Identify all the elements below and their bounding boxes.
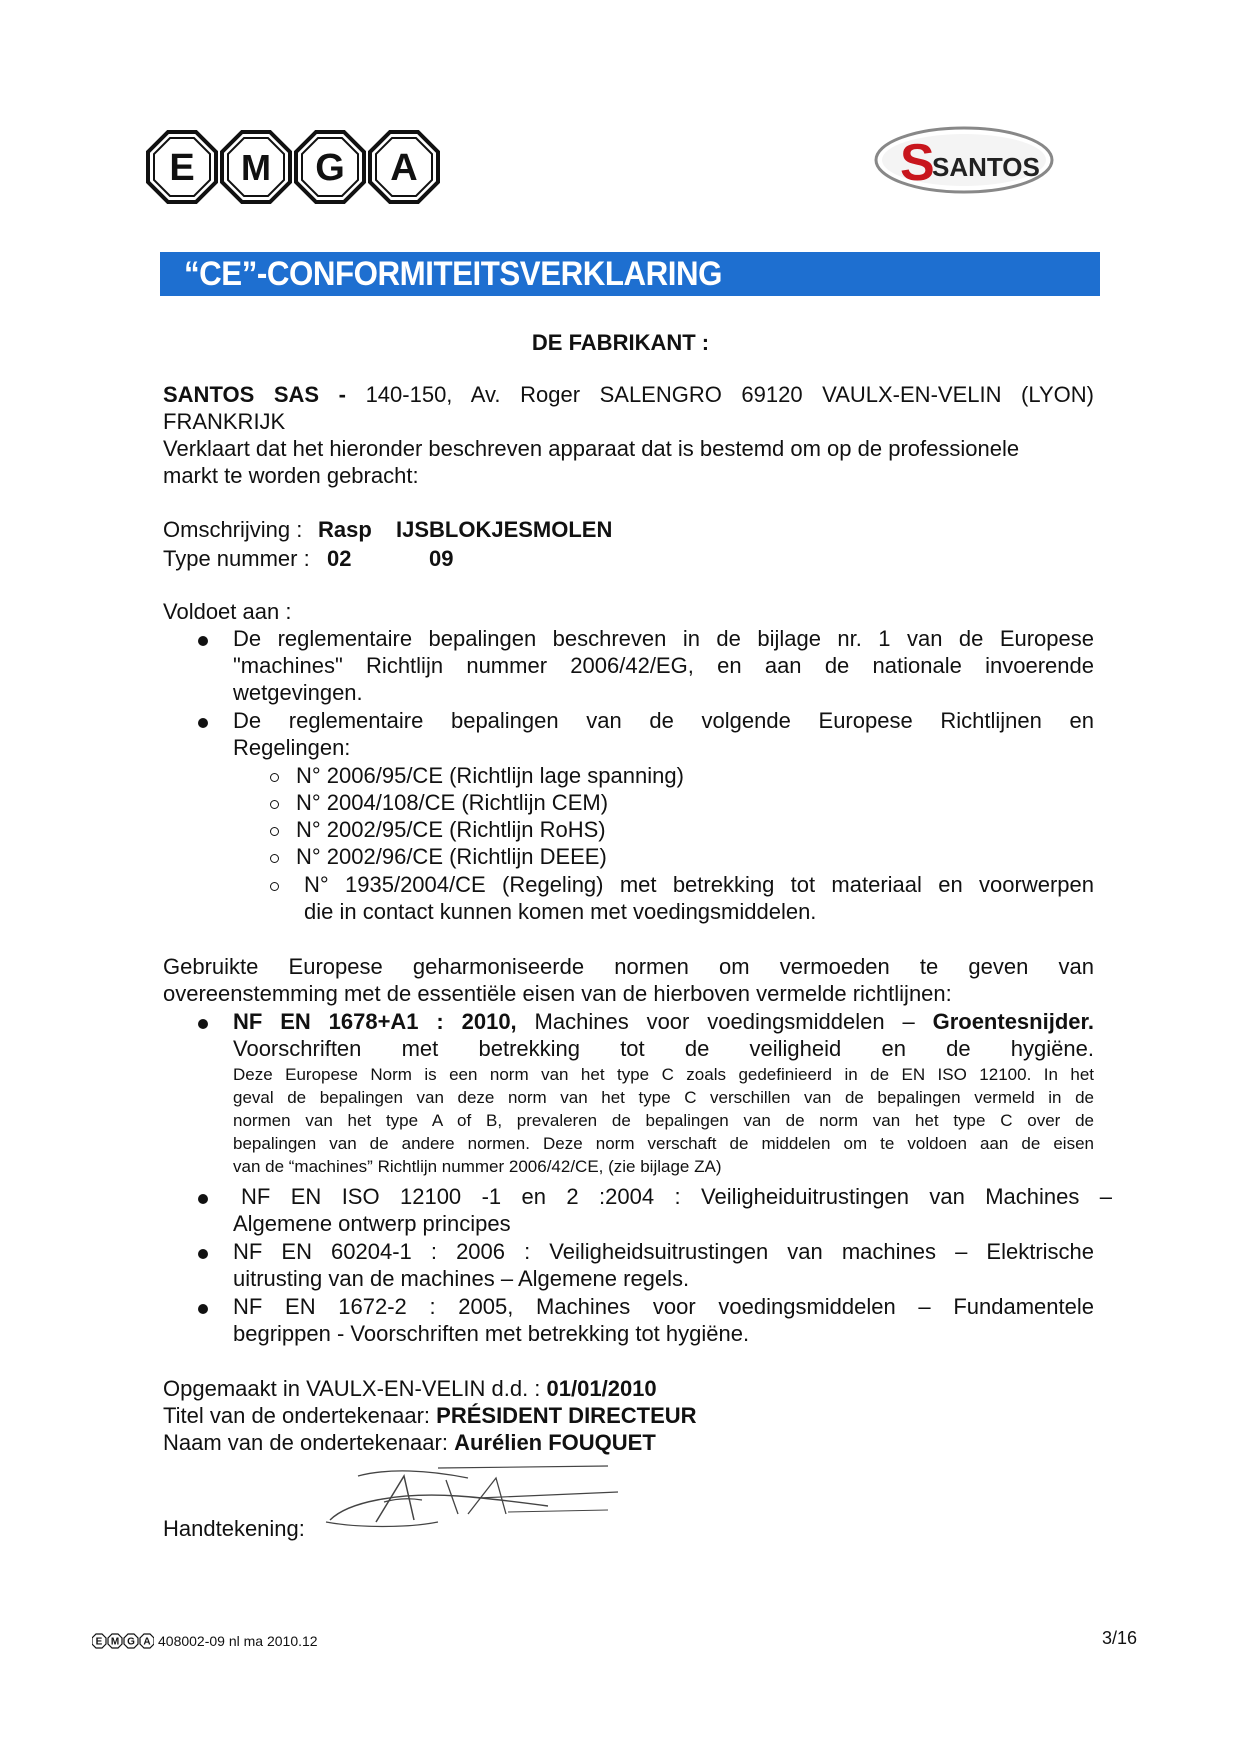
compliance-bullet2-line2: Regelingen: — [233, 735, 351, 760]
signed-date: 01/01/2010 — [546, 1376, 657, 1401]
standard-3-line2: uitrusting van de machines – Algemene regels. — [233, 1266, 690, 1291]
description-value-2: IJSBLOKJESMOLEN — [396, 517, 613, 542]
signer-name: Aurélien FOUQUET — [454, 1430, 656, 1455]
company-address: 140-150, Av. Roger SALENGRO 69120 VAULX-EN-VELIN (LYON) — [365, 382, 1094, 407]
signer-name-line — [163, 1429, 656, 1456]
bullet-icon — [198, 1194, 208, 1204]
svg-text:A: A — [390, 147, 418, 189]
type-value-2: 09 — [429, 546, 454, 571]
manufacturer-address-line — [163, 381, 1094, 408]
sub-bullet-icon — [270, 827, 279, 836]
standards-intro-line2: overeenstemming met de essentiële eisen van de hierboven vermelde richtlijnen: — [163, 981, 952, 1006]
sub-bullet-icon — [270, 773, 279, 782]
declaration-line-1: Verklaart dat het hieronder beschreven apparaat dat is bestemd om op de professionele — [163, 436, 1020, 461]
standard-2-line2: Algemene ontwerp principes — [233, 1211, 511, 1236]
compliance-intro: Voldoet aan : — [163, 599, 292, 624]
signer-title-line — [163, 1402, 697, 1429]
santos-logo — [870, 118, 1056, 202]
description-value-1: Rasp — [318, 517, 372, 542]
sub-bullet-icon — [270, 800, 279, 809]
standard-1-note-line: bepalingen van de andere normen. Deze norm verschaft de middelen om te voldoen aan de eisen — [233, 1134, 1094, 1153]
signer-title-label: Titel van de ondertekenaar: — [163, 1403, 431, 1428]
standard-1-subject: Groentesnijder. — [932, 1009, 1094, 1034]
bullet-icon — [198, 1019, 208, 1029]
emga-octagon-g — [296, 132, 364, 202]
type-value-1: 02 — [327, 546, 352, 571]
compliance-bullet1-line2: "machines" Richtlijn nummer 2006/42/EG, en aan de nationale invoerende — [233, 653, 1094, 678]
company-name: SANTOS SAS - — [163, 382, 346, 407]
svg-text:SANTOS: SANTOS — [932, 152, 1040, 182]
signer-name-label: Naam van de ondertekenaar: — [163, 1430, 448, 1455]
standard-1-note-line: van de “machines” Richtlijn nummer 2006/42/CE, (zie bijlage ZA) — [233, 1157, 722, 1176]
standard-1-note-line: normen van het type A of B, prevaleren de bepalingen van de norm van het type C over de — [233, 1111, 1094, 1130]
directive-item: N° 2006/95/CE (Richtlijn lage spanning) — [296, 763, 684, 788]
signature-label: Handtekening: — [163, 1516, 305, 1541]
svg-text:M: M — [110, 1636, 120, 1648]
type-label: Type nummer : — [163, 546, 310, 571]
standard-1-title: Machines voor voedingsmiddelen – — [534, 1009, 915, 1034]
standard-3-line1: NF EN 60204-1 : 2006 : Veiligheidsuitrustingen van machines – Elektrische — [233, 1239, 1094, 1264]
footer-emga-logo — [92, 1633, 154, 1649]
document-title: “CE”-CONFORMITEITSVERKLARING — [184, 255, 722, 293]
bullet-icon — [198, 636, 208, 646]
directive-item: N° 2004/108/CE (Richtlijn CEM) — [296, 790, 609, 815]
emga-logo — [146, 130, 440, 204]
sub-bullet-icon — [270, 854, 279, 863]
standard-2-line1: NF EN ISO 12100 -1 en 2 :2004 : Veiligheiduitrustingen van Machines – — [241, 1184, 1112, 1209]
manufacturer-heading: DE FABRIKANT : — [531, 330, 710, 355]
svg-text:E: E — [169, 147, 195, 189]
standard-1-note-line: geval de bepalingen van deze norm van het type C verschillen van de bepalingen vermeld in de — [233, 1088, 1094, 1107]
compliance-bullet2-line1: De reglementaire bepalingen van de volgende Europese Richtlijnen en — [233, 708, 1094, 733]
standard-1-line1 — [233, 1008, 1094, 1035]
compliance-bullet1-line3: wetgevingen. — [233, 680, 363, 705]
standard-1-note-line: Deze Europese Norm is een norm van het type C zoals gedefinieerd in de EN ISO 12100. In het — [233, 1065, 1094, 1084]
svg-text:S: S — [900, 134, 935, 192]
page-number: 3/16 — [1102, 1628, 1138, 1648]
signature-image — [318, 1462, 618, 1536]
footer-doc-ref: 408002-09 nl ma 2010.12 — [158, 1633, 318, 1649]
bullet-icon — [198, 1249, 208, 1259]
standards-intro-line1: Gebruikte Europese geharmoniseerde normen om vermoeden te geven van — [163, 954, 1094, 979]
emga-octagon-m — [222, 132, 290, 202]
signer-title: PRÉSIDENT DIRECTEUR — [436, 1403, 697, 1428]
svg-text:E: E — [95, 1636, 103, 1648]
svg-text:G: G — [315, 147, 345, 189]
place-label: Opgemaakt in VAULX-EN-VELIN d.d. : — [163, 1376, 541, 1401]
svg-text:G: G — [127, 1636, 135, 1648]
standard-4-line1: NF EN 1672-2 : 2005, Machines voor voedingsmiddelen – Fundamentele — [233, 1294, 1094, 1319]
standard-4-line2: begrippen - Voorschriften met betrekking tot hygiëne. — [233, 1321, 750, 1346]
title-band — [160, 252, 1100, 296]
compliance-bullet1-line1: De reglementaire bepalingen beschreven in de bijlage nr. 1 van de Europese — [233, 626, 1094, 651]
standard-1-line2: Voorschriften met betrekking tot de veiligheid en de hygiëne. — [233, 1036, 1094, 1061]
bullet-icon — [198, 1304, 208, 1314]
emga-octagon-a — [370, 132, 438, 202]
svg-text:M: M — [241, 147, 271, 188]
standard-1-code: NF EN 1678+A1 : 2010, — [233, 1009, 517, 1034]
directive-5-line1: N° 1935/2004/CE (Regeling) met betrekking tot materiaal en voorwerpen — [304, 872, 1094, 897]
svg-text:A: A — [143, 1636, 151, 1648]
company-country: FRANKRIJK — [163, 409, 286, 434]
bullet-icon — [198, 718, 208, 728]
directive-5-line2: die in contact kunnen komen met voedingsmiddelen. — [304, 899, 817, 924]
sub-bullet-icon — [270, 882, 279, 891]
directive-item: N° 2002/95/CE (Richtlijn RoHS) — [296, 817, 606, 842]
place-date-line — [163, 1375, 657, 1402]
description-label: Omschrijving : — [163, 517, 303, 542]
emga-octagon-e — [148, 132, 216, 202]
declaration-line-2: markt te worden gebracht: — [163, 463, 419, 488]
directive-item: N° 2002/96/CE (Richtlijn DEEE) — [296, 844, 607, 869]
